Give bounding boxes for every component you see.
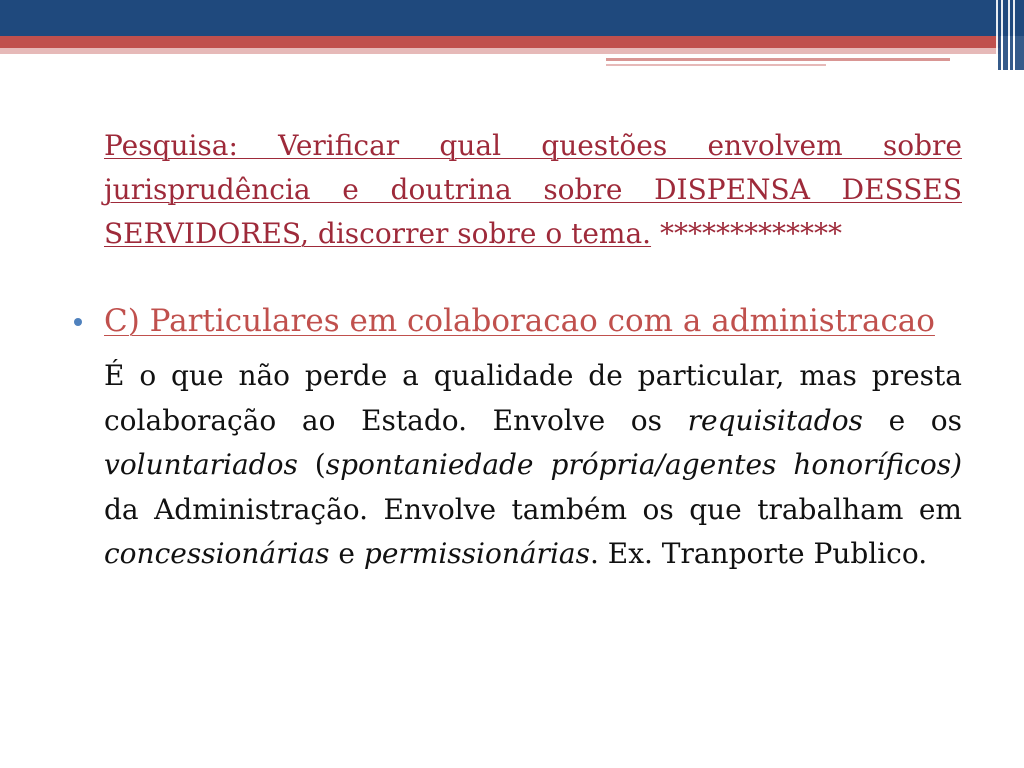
body-text-6: . Ex. Tranporte Publico.	[589, 537, 928, 570]
section-body	[104, 354, 962, 577]
body-text-4: da Administração. Envolve também os que trabalham em	[104, 492, 962, 526]
body-text-2: e os	[862, 403, 962, 437]
body-text-5: e	[329, 537, 364, 570]
body-italic-5: permissionárias	[363, 537, 590, 570]
slide-content	[104, 124, 962, 577]
header-thin-line-2	[606, 64, 826, 66]
header-blue-bar	[0, 0, 1024, 36]
bullet-item	[104, 298, 962, 577]
body-italic-4: concessionárias	[104, 537, 330, 570]
body-italic-3: spontaniedade própria/agentes honoríficos)	[325, 448, 962, 481]
research-paragraph	[104, 124, 962, 256]
bullet-dot-icon	[74, 318, 82, 326]
asterisk-separator: *************	[659, 217, 842, 250]
header-red-bar	[0, 36, 1000, 48]
body-italic-1: requisitados	[687, 403, 863, 437]
body-text-3: (	[297, 448, 326, 481]
header-thin-line	[606, 58, 950, 61]
body-text-1: É o que não perde a qualidade de particular, mas presta colaboração ao Estado. Envolve os	[104, 359, 962, 437]
research-link[interactable]: Pesquisa: Verificar qual questões envolvem sobre jurisprudência e doutrina sobre DISPENSA DESSES SERVIDORES, discorrer sobre o tema.	[104, 129, 962, 250]
header-vertical-stripes	[996, 0, 1024, 70]
body-italic-2: voluntariados	[104, 448, 298, 481]
section-title: C) Particulares em colaboracao com a administracao	[104, 303, 935, 339]
header-pink-bar	[0, 48, 1000, 54]
